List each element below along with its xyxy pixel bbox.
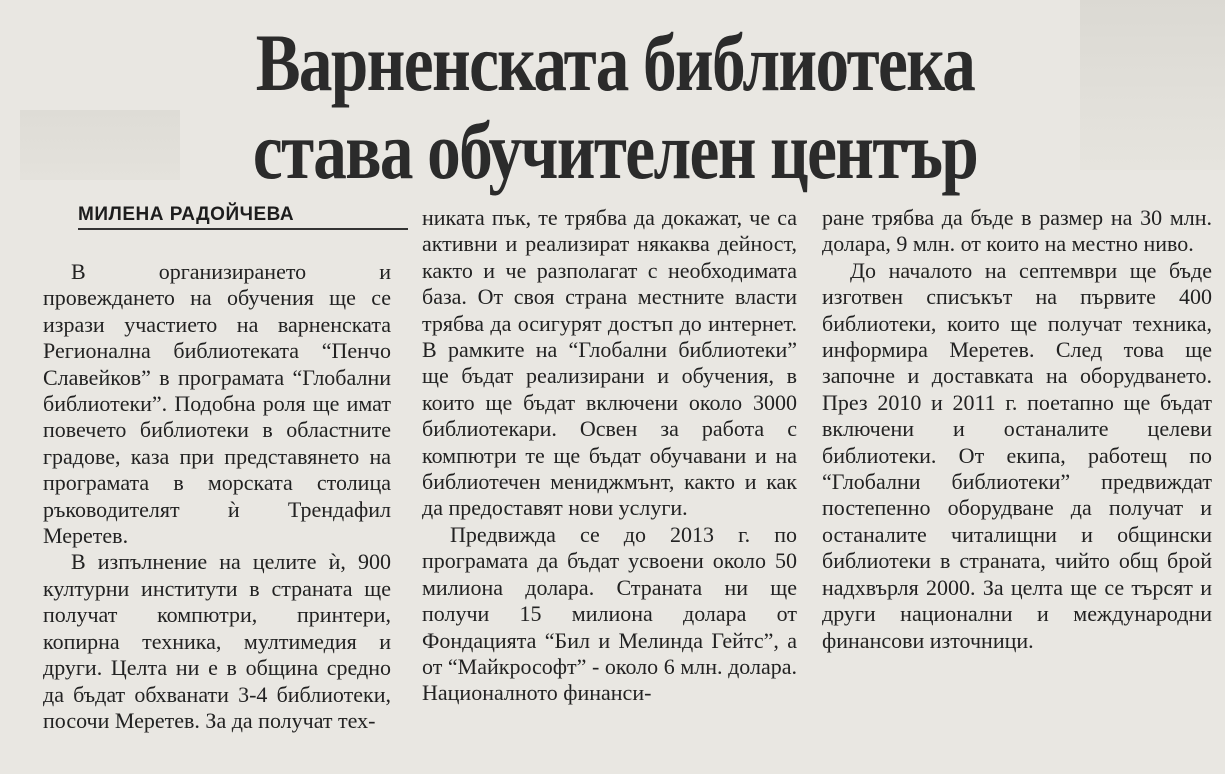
byline-rule (78, 228, 408, 230)
column-3-paragraph-2: До началото на септември ще бъде изготвен списъкът на първите 400 библиотеки, които ще получат техника, информира Меретев. След това ще започне и доставката на оборудването. През 2010 и 2011 г. поетапно ще бъдат включени и останалите целеви библиотеки. От екипа, работещ по “Глобални библиотеки” предвиждат постепенно оборудване да получат и останалите читалищни и общински библиотеки в страната, чийто общ брой надхвърля 2000. За целта ще се търсят и други национални и международни финансови източници. (822, 257, 1212, 653)
article-column-2 (422, 205, 797, 707)
article-column-1 (43, 259, 391, 734)
column-3-paragraph-1: ране трябва да бъде в размер на 30 млн. долара, 9 млн. от които на местно ниво. (822, 205, 1212, 257)
column-2-paragraph-1: никата пък, те трябва да докажат, че са активни и реализират някаква дейност, както и че разполагат с необходимата база. От своя страна местните власти трябва да осигурят достъп до интернет. В рамките на “Глобални библиотеки” ще бъдат реализирани и обучения, в които ще бъдат включени около 3000 библиотекари. Освен за работа с компютри те ще бъдат обучавани и на библиотечен мениджмънт, както и как да предоставят нови услуги. (422, 205, 797, 521)
bleed-through-shadow-2 (1080, 0, 1225, 170)
author-byline: МИЛЕНА РАДОЙЧЕВА (78, 204, 295, 225)
column-1-paragraph-2: В изпълнение на целите ѝ, 900 културни институти в страната ще получат компютри, принтери, копирна техника, мултимедия и други. Целта ни е в община средно да бъдат обхванати 3-4 библиотеки, посочи Меретев. За да получат тех- (43, 549, 391, 733)
column-2-paragraph-2: Предвижда се до 2013 г. по програмата да бъдат усвоени около 50 милиона долара. Страната ни ще получи 15 милиона долара от Фондацията “Бил и Мелинда Гейтс”, а от “Майкрософт” - около 6 млн. долара. Националното финанси- (422, 521, 797, 706)
column-1-paragraph-1: В организирането и провеждането на обучения ще се изрази участието на варненската Регионална библиотеката “Пенчо Славейков” в програмата “Глобални библиотеки”. Подобна роля ще имат повечето библиотеки в областните градове, каза при представянето на програмата в морската столица ръководителят ѝ Трендафил Меретев. (43, 259, 391, 549)
bleed-through-shadow-1 (20, 110, 180, 180)
headline-line-1: Варненската библиотека (255, 17, 975, 108)
headline-line-2: става обучителен център (252, 105, 978, 196)
article-column-3 (822, 205, 1212, 654)
